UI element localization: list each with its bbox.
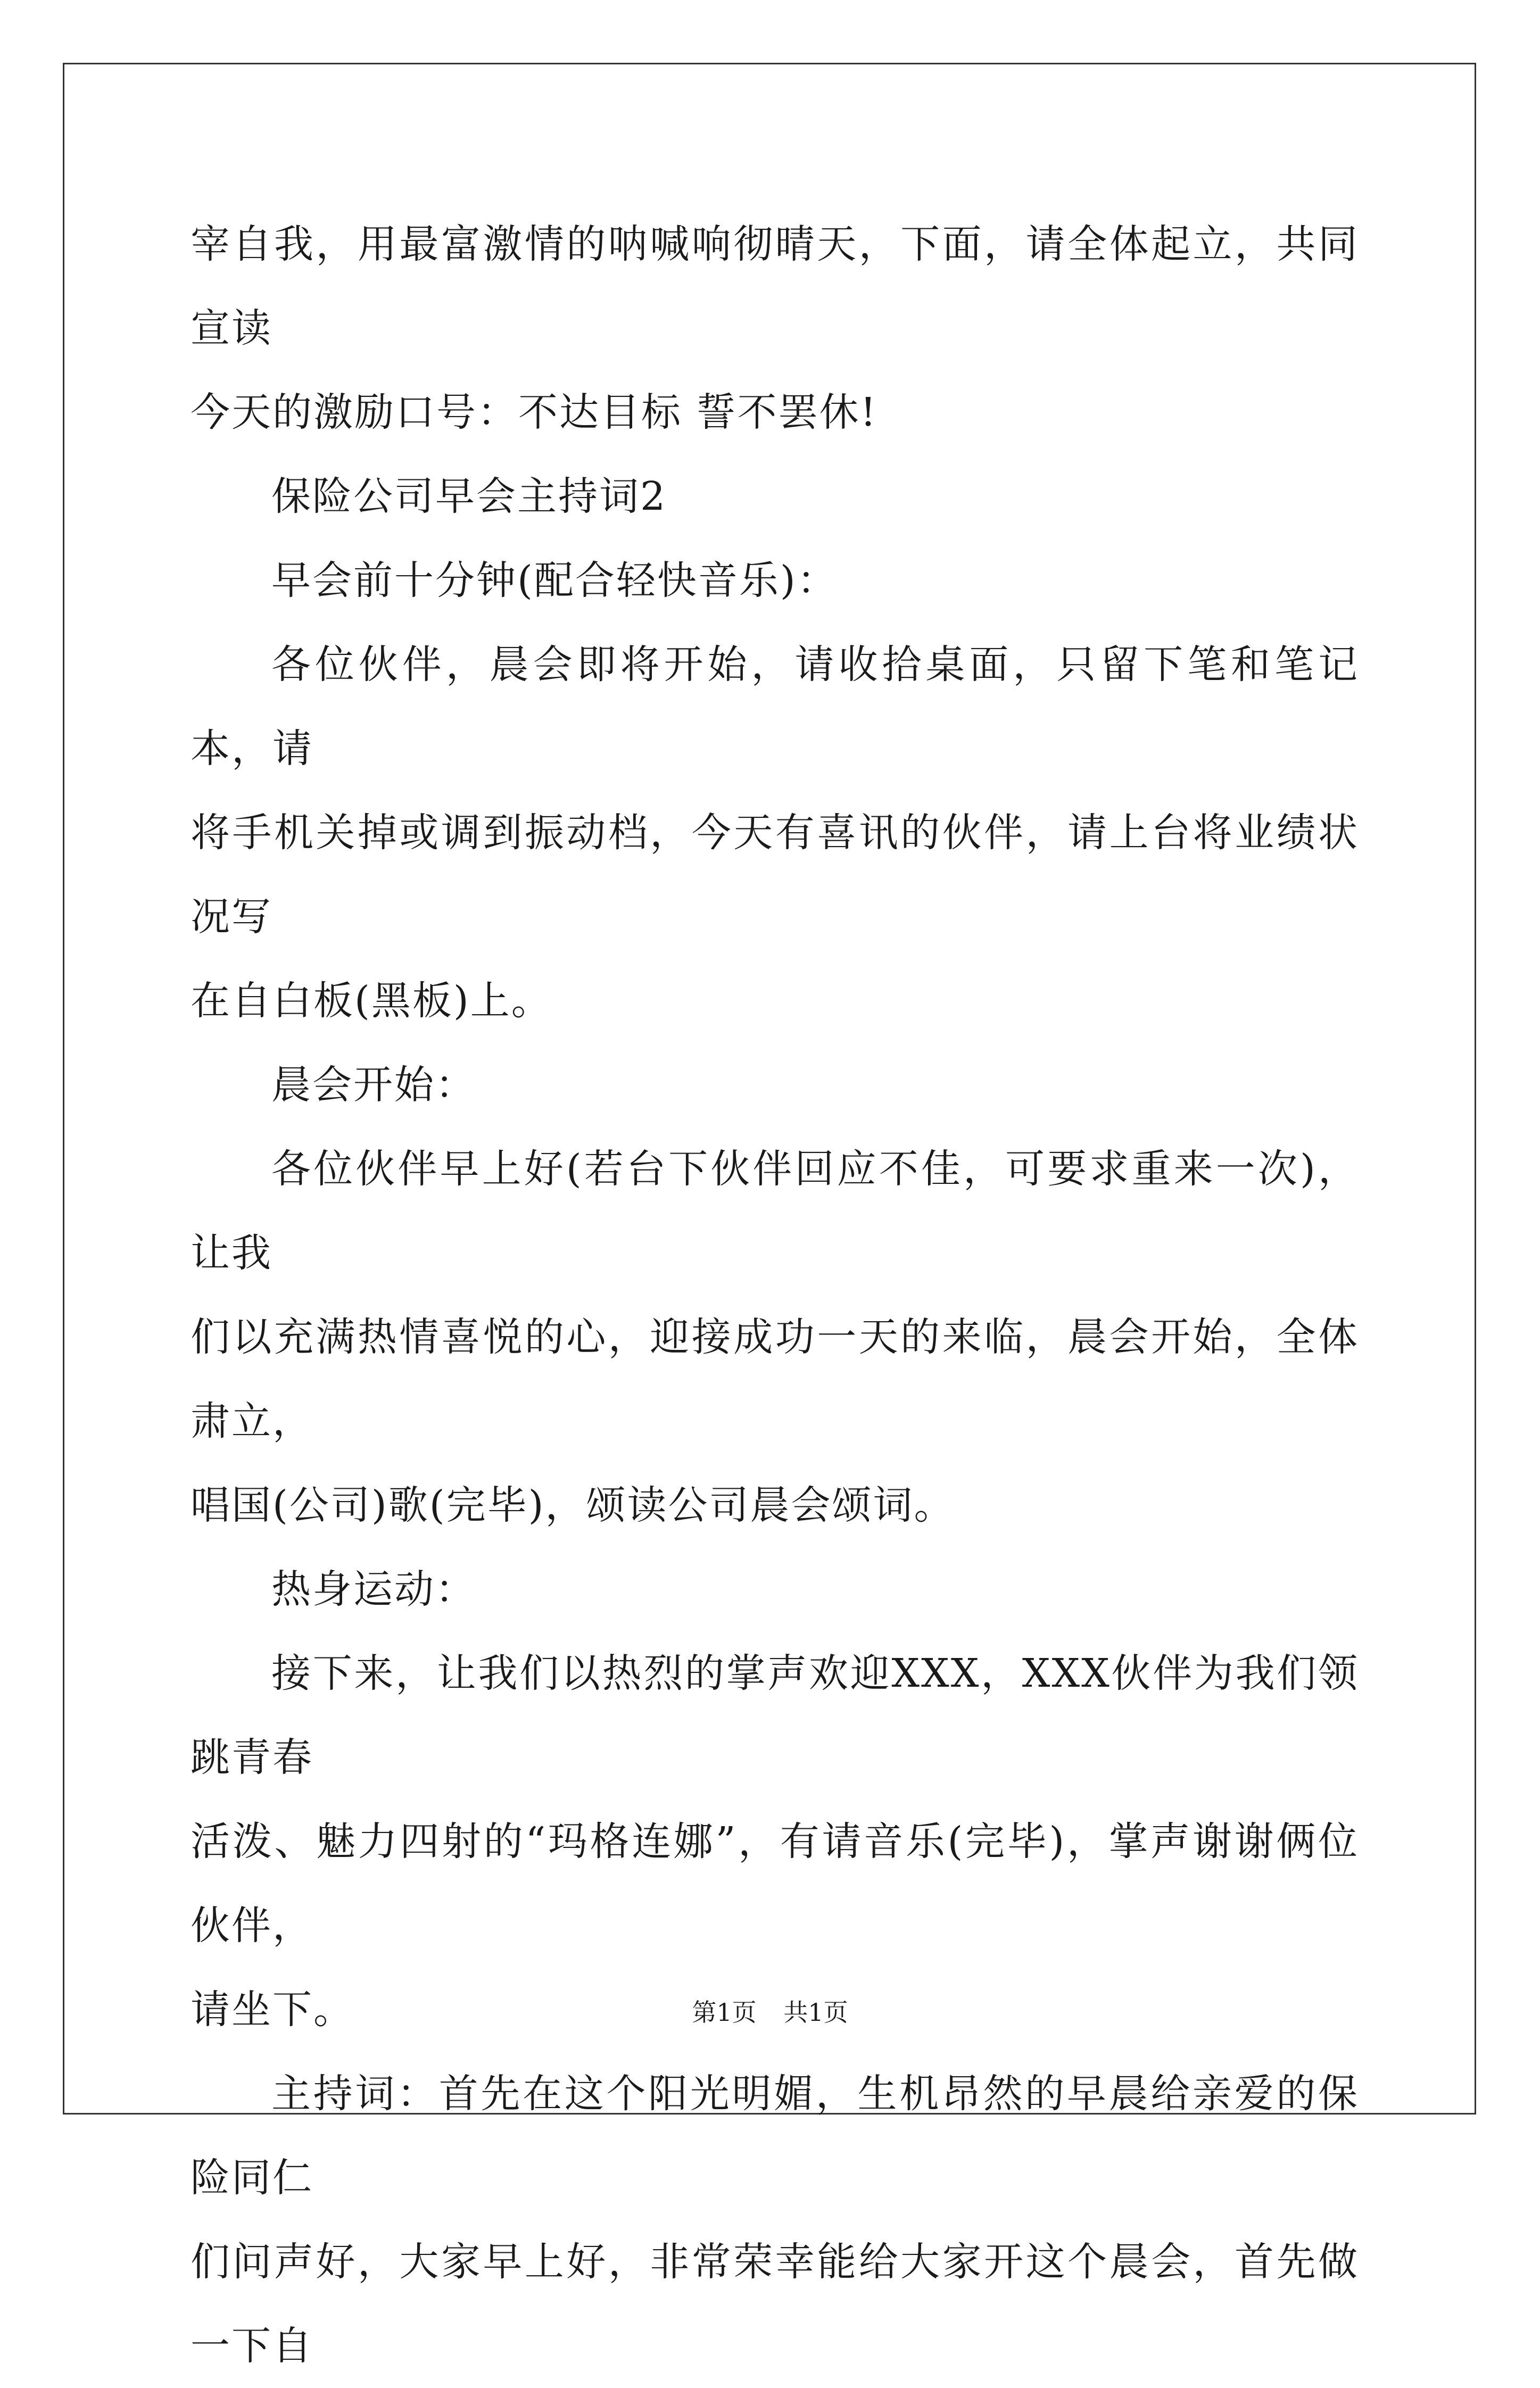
text-line: 活泼、魅力四射的“玛格连娜”，有请音乐(完毕)，掌声谢谢俩位伙伴， — [191, 1819, 1359, 1948]
text-line: 宰自我，用最富激情的呐喊响彻晴天，下面，请全体起立，共同宣读 — [191, 221, 1359, 351]
text-line: 今天的激励口号：不达目标 誓不罢休! — [191, 389, 878, 435]
page-number: 第1页 — [692, 1998, 757, 2027]
text-line: 们以充满热情喜悦的心，迎接成功一天的来临，晨会开始，全体肃立， — [191, 1314, 1359, 1444]
text-line: 在自白板(黑板)上。 — [191, 978, 552, 1024]
text-line: 唱国(公司)歌(完毕)，颂读公司晨会颂词。 — [191, 1482, 955, 1528]
text-line: 热身运动： — [271, 1566, 476, 1612]
text-line: 晨会开始： — [271, 1062, 476, 1108]
text-line: 早会前十分钟(配合轻快音乐)： — [271, 558, 838, 603]
text-line: 各位伙伴，晨会即将开始，请收拾桌面，只留下笔和笔记本，请 — [191, 642, 1359, 772]
page-total: 共1页 — [783, 1998, 848, 2027]
text-line: 将手机关掉或调到振动档，今天有喜讯的伙伴，请上台将业绩状况写 — [191, 810, 1359, 940]
text-line: 请坐下。 — [191, 1987, 354, 2033]
text-line: 各位伙伴早上好(若台下伙伴回应不佳，可要求重来一次)，让我 — [191, 1146, 1359, 1276]
section-heading: 保险公司早会主持词2 — [271, 474, 667, 519]
text-line: 主持词：首先在这个阳光明媚，生机昂然的早晨给亲爱的保险同仁 — [191, 2071, 1359, 2201]
page-footer — [0, 1996, 1540, 2028]
text-line: 接下来，让我们以热烈的掌声欢迎XXX，XXX伙伴为我们领跳青春 — [191, 1651, 1359, 1780]
text-line: 们问声好，大家早上好，非常荣幸能给大家开这个晨会，首先做一下自 — [191, 2239, 1359, 2369]
document-body — [191, 202, 1359, 2388]
